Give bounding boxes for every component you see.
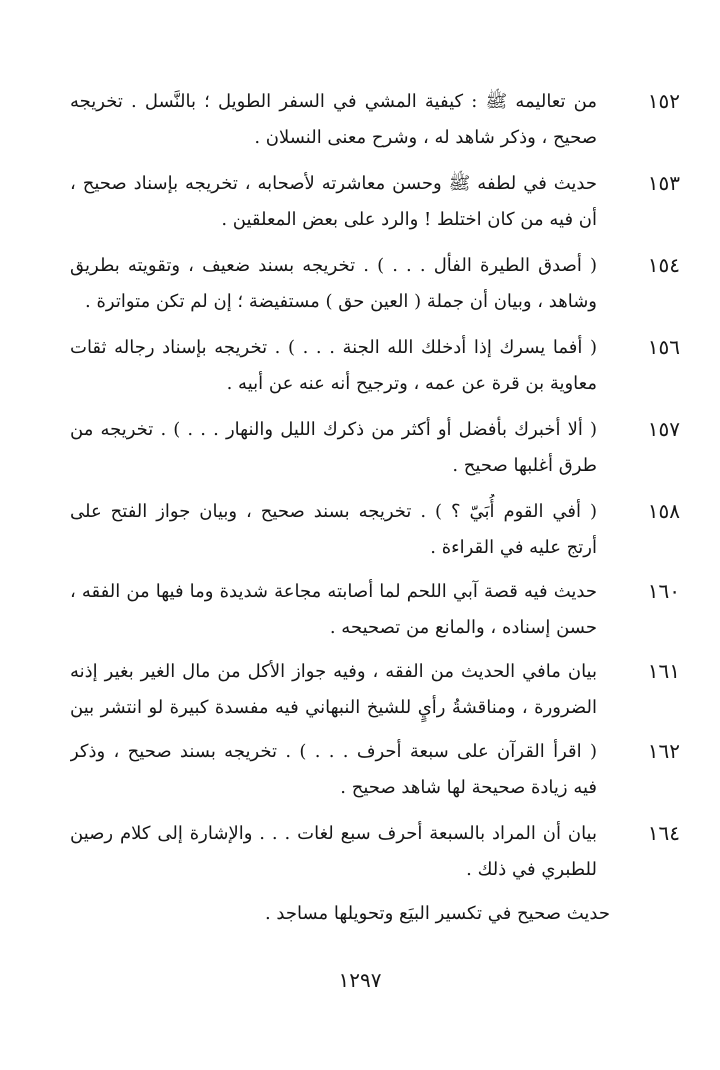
entry-text xyxy=(70,84,597,156)
entry-line: ( ألا أخبرك بأفضل أو أكثر من ذكرك الليل والنهار . . . ) . تخريجه من xyxy=(70,419,597,440)
entry-line: معاوية بن قرة عن عمه ، وترجيح أنه عنه عن أبيه . xyxy=(226,373,597,394)
entry-text xyxy=(70,494,597,566)
entry-number: ١٥٤ xyxy=(647,253,680,277)
entry-line: أن فيه من كان اختلط ! والرد على بعض المعلقين . xyxy=(221,209,597,230)
entry-line: طرق أغلبها صحيح . xyxy=(452,455,597,476)
trailing-entry-text: حديث صحيح في تكسير البيَع وتحويلها مساجد . xyxy=(264,903,610,924)
entry-line: وشاهد ، وبيان أن جملة ( العين حق ) مستفيضة ؛ إن لم تكن متواترة . xyxy=(85,291,597,312)
entry-line: حسن إسناده ، والمانع من تصحيحه . xyxy=(329,617,597,638)
entry-text xyxy=(70,166,597,238)
entry-text xyxy=(70,654,597,726)
entry-number: ١٦٤ xyxy=(647,821,680,845)
entry-number: ١٥٨ xyxy=(647,499,680,523)
entry-text xyxy=(70,574,597,646)
entry-line: حديث في لطفه ﷺ وحسن معاشرته لأصحابه ، تخريجه بإسناد صحيح ، xyxy=(70,173,597,194)
entry-number: ١٥٦ xyxy=(647,335,680,359)
entry-line: ( اقرأ القرآن على سبعة أحرف . . . ) . تخريجه بسند صحيح ، وذكر xyxy=(70,741,597,762)
entry-line: الضرورة ، ومناقشةُ رأيٍ للشيخ النبهاني فيه مفسدة كبيرة لو انتشر بين xyxy=(70,697,597,718)
entry-number: ١٥٢ xyxy=(647,89,680,113)
entry-text xyxy=(70,412,597,484)
entry-text xyxy=(70,330,597,402)
entry-number: ١٥٧ xyxy=(647,417,680,441)
entry-line: ( أفي القوم أُبَيّ ؟ ) . تخريجه بسند صحيح ، وبيان جواز الفتح على xyxy=(70,501,597,522)
entry-line: حديث فيه قصة آبي اللحم لما أصابته مجاعة شديدة وما فيها من الفقه ، xyxy=(70,581,597,602)
entry-line: بيان أن المراد بالسبعة أحرف سبع لغات . . . والإشارة إلى كلام رصين xyxy=(70,823,597,844)
entry-line: من تعاليمه ﷺ : كيفية المشي في السفر الطويل ؛ بالنَّسل . تخريجه xyxy=(70,91,597,112)
page-number: ١٢٩٧ xyxy=(338,968,382,992)
entry-number: ١٥٣ xyxy=(647,171,680,195)
entry-number: ١٦١ xyxy=(647,659,680,683)
entry-text xyxy=(70,248,597,320)
entry-number: ١٦٢ xyxy=(647,739,680,763)
entry-text xyxy=(70,816,597,888)
entry-line: بيان مافي الحديث من الفقه ، وفيه جواز الأكل من مال الغير بغير إذنه xyxy=(70,661,597,682)
entry-number: ١٦٠ xyxy=(647,579,680,603)
entry-line: ( أصدق الطيرة الفأل . . . ) . تخريجه بسند ضعيف ، وتقويته بطريق xyxy=(70,255,597,276)
entry-line: أرتج عليه في القراءة . xyxy=(430,537,597,558)
entry-line: فيه زيادة صحيحة لها شاهد صحيح . xyxy=(340,777,597,798)
entry-line: ( أفما يسرك إذا أدخلك الله الجنة . . . ) . تخريجه بإسناد رجاله ثقات xyxy=(70,337,597,358)
entry-line: للطبري في ذلك . xyxy=(466,859,597,880)
entry-line: صحيح ، وذكر شاهد له ، وشرح معنى النسلان . xyxy=(254,127,597,148)
entry-text xyxy=(70,734,597,806)
